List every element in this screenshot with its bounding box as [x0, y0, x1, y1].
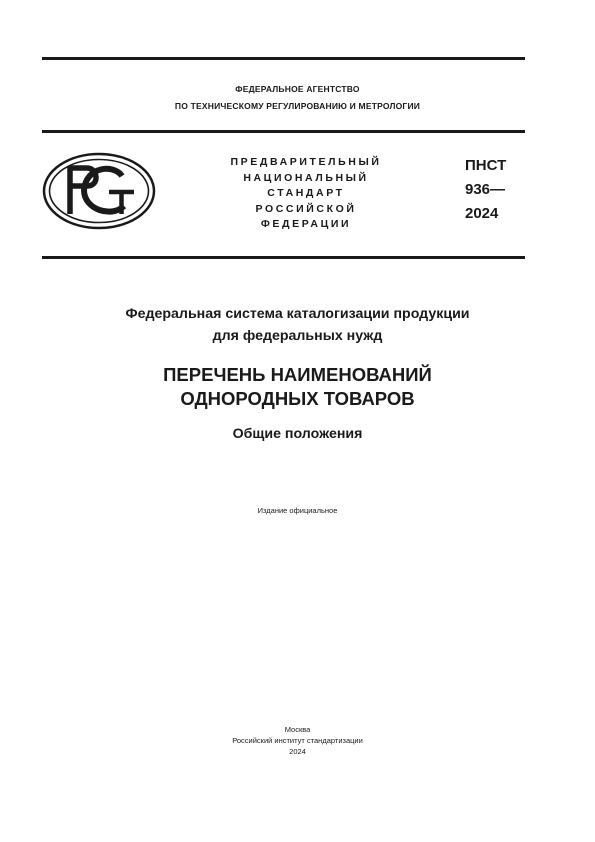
imprint-publisher: Российский институт стандартизации	[232, 736, 363, 745]
gost-logo	[42, 152, 156, 230]
imprint-year: 2024	[289, 747, 306, 756]
document-title	[0, 363, 595, 411]
imprint	[0, 724, 595, 757]
series-title	[0, 303, 595, 347]
standard-kind-line: ПРЕДВАРИТЕЛЬНЫЙ	[230, 156, 382, 168]
standard-kind-line: НАЦИОНАЛЬНЫЙ	[243, 171, 369, 184]
standard-kind-line: ФЕДЕРАЦИИ	[260, 218, 352, 230]
logo-outer-ellipse	[44, 154, 154, 228]
standard-code-line: 936—	[465, 181, 506, 198]
agency-line-2: ПО ТЕХНИЧЕСКОМУ РЕГУЛИРОВАНИЮ И МЕТРОЛОГИИ	[174, 101, 421, 111]
standard-code-line: ПНСТ	[465, 157, 507, 174]
imprint-city: Москва	[284, 725, 311, 734]
top-rule	[42, 57, 525, 60]
document-title-line: ПЕРЕЧЕНЬ НАИМЕНОВАНИЙ	[163, 364, 432, 385]
edition-note: Издание официальное	[257, 506, 338, 515]
standard-code-line: 2024	[465, 205, 499, 222]
header-rule	[42, 130, 525, 133]
standard-code	[465, 154, 506, 226]
middle-rule	[42, 256, 525, 259]
standard-kind-line: СТАНДАРТ	[267, 187, 345, 199]
agency-line-1: ФЕДЕРАЛЬНОЕ АГЕНТСТВО	[235, 84, 360, 94]
document-subtitle: Общие положения	[232, 426, 363, 442]
standard-kind-line: РОССИЙСКОЙ	[255, 202, 357, 215]
series-title-line: для федеральных нужд	[212, 328, 383, 344]
standard-kind	[196, 155, 416, 233]
series-title-line: Федеральная система каталогизации продукции	[125, 306, 470, 322]
document-title-line: ОДНОРОДНЫХ ТОВАРОВ	[180, 388, 415, 409]
